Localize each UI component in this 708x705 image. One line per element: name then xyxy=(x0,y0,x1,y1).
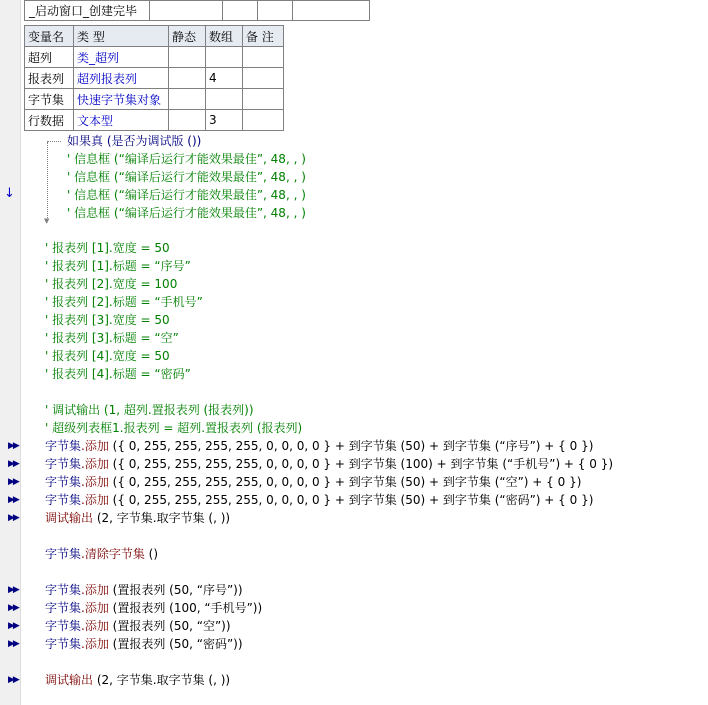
code-method: .添加 xyxy=(81,493,109,507)
statement-marker-icon: ▶▶ xyxy=(8,459,18,469)
code-command: 调试输出 xyxy=(45,511,94,525)
code-object: 字节集 xyxy=(45,475,82,489)
flow-line xyxy=(47,141,61,142)
table-row[interactable] xyxy=(25,47,284,68)
statement-marker-icon: ▶▶ xyxy=(8,639,18,649)
if-true-statement[interactable]: 如果真 (是否为调试版 ()) xyxy=(67,134,202,148)
code-args: ({ 0, 255, 255, 255, 255, 0, 0, 0, 0 } + 到字节集 (100) + 到字节集 (“手机号”) + { 0 }) xyxy=(108,457,614,471)
code-args: () xyxy=(144,547,159,561)
code-line[interactable] xyxy=(45,581,243,599)
block-end-icon: ▼ xyxy=(44,217,50,225)
statement-marker-icon: ▶▶ xyxy=(8,441,18,451)
code-comment[interactable]: ' 信息框 (“编译后运行才能效果最佳”, 48, , ) xyxy=(67,188,306,202)
sub-header-table xyxy=(24,0,370,21)
code-line[interactable] xyxy=(45,437,593,455)
col-type-header: 类 型 xyxy=(74,26,169,47)
code-args: ({ 0, 255, 255, 255, 255, 0, 0, 0, 0 } + 到字节集 (50) + 到字节集 (“密码”) + { 0 }) xyxy=(108,493,594,507)
col-note-header: 备 注 xyxy=(243,26,284,47)
code-object: 字节集 xyxy=(45,637,82,651)
code-comment[interactable]: ' 报表列 [2].标题 = “手机号” xyxy=(45,295,203,309)
code-line[interactable] xyxy=(45,599,262,617)
var-type[interactable]: 文本型 xyxy=(74,110,169,131)
code-object: 字节集 xyxy=(45,583,82,597)
table-row[interactable] xyxy=(25,89,284,110)
code-args: (置报表列 (50, “空”)) xyxy=(108,619,231,633)
variable-table-header xyxy=(25,26,284,47)
code-comment[interactable]: ' 报表列 [3].宽度 = 50 xyxy=(45,313,170,327)
code-comment[interactable]: ' 信息框 (“编译后运行才能效果最佳”, 48, , ) xyxy=(67,170,306,184)
var-note[interactable] xyxy=(243,68,284,89)
statement-marker-icon: ▶▶ xyxy=(8,477,18,487)
code-args: (2, 字节集.取字节集 (, )) xyxy=(93,673,231,687)
code-args: (置报表列 (50, “密码”)) xyxy=(108,637,243,651)
col-array-header: 数组 xyxy=(206,26,243,47)
var-name[interactable]: 超列 xyxy=(25,47,74,68)
code-line[interactable] xyxy=(45,545,158,563)
statement-marker-icon: ▶▶ xyxy=(8,621,18,631)
sub-name: _启动窗口_创建完毕 xyxy=(29,4,138,18)
var-static[interactable] xyxy=(169,47,206,68)
code-line[interactable] xyxy=(45,671,230,689)
code-comment[interactable]: ' 超级列表框1.报表列 = 超列.置报表列 (报表列) xyxy=(45,421,303,435)
code-command: 调试输出 xyxy=(45,673,94,687)
code-line[interactable] xyxy=(45,473,581,491)
code-object: 字节集 xyxy=(45,547,82,561)
code-args: ({ 0, 255, 255, 255, 255, 0, 0, 0, 0 } + 到字节集 (50) + 到字节集 (“序号”) + { 0 }) xyxy=(108,439,594,453)
code-comment[interactable]: ' 报表列 [4].宽度 = 50 xyxy=(45,349,170,363)
var-name[interactable]: 字节集 xyxy=(25,89,74,110)
var-note[interactable] xyxy=(243,110,284,131)
code-line[interactable] xyxy=(45,509,230,527)
code-method: .添加 xyxy=(81,475,109,489)
var-static[interactable] xyxy=(169,110,206,131)
code-comment[interactable]: ' 报表列 [1].宽度 = 50 xyxy=(45,241,170,255)
code-line[interactable] xyxy=(45,455,613,473)
code-line[interactable] xyxy=(45,617,231,635)
code-comment[interactable]: ' 信息框 (“编译后运行才能效果最佳”, 48, , ) xyxy=(67,152,306,166)
code-object: 字节集 xyxy=(45,601,82,615)
code-method: .添加 xyxy=(81,457,109,471)
flow-line xyxy=(47,142,48,218)
var-static[interactable] xyxy=(169,89,206,110)
col-name-header: 变量名 xyxy=(25,26,74,47)
code-method: .添加 xyxy=(81,619,109,633)
code-line[interactable] xyxy=(45,635,243,653)
var-note[interactable] xyxy=(243,89,284,110)
code-comment[interactable]: ' 报表列 [1].标题 = “序号” xyxy=(45,259,191,273)
statement-marker-icon: ▶▶ xyxy=(8,585,18,595)
statement-marker-icon: ▶▶ xyxy=(8,675,18,685)
var-array[interactable] xyxy=(206,47,243,68)
var-name[interactable]: 报表列 xyxy=(25,68,74,89)
variable-table xyxy=(24,25,284,131)
col-static-header: 静态 xyxy=(169,26,206,47)
code-args: (2, 字节集.取字节集 (, )) xyxy=(93,511,231,525)
code-object: 字节集 xyxy=(45,457,82,471)
var-static[interactable] xyxy=(169,68,206,89)
code-comment[interactable]: ' 信息框 (“编译后运行才能效果最佳”, 48, , ) xyxy=(67,206,306,220)
var-name[interactable]: 行数据 xyxy=(25,110,74,131)
var-type[interactable]: 超列报表列 xyxy=(74,68,169,89)
code-method: .添加 xyxy=(81,601,109,615)
code-args: (置报表列 (50, “序号”)) xyxy=(108,583,243,597)
var-note[interactable] xyxy=(243,47,284,68)
sub-name-cell[interactable] xyxy=(25,1,150,21)
table-row[interactable] xyxy=(25,68,284,89)
code-method: .清除字节集 xyxy=(81,547,145,561)
code-object: 字节集 xyxy=(45,619,82,633)
statement-marker-icon: ▶▶ xyxy=(8,495,18,505)
var-array[interactable] xyxy=(206,89,243,110)
code-method: .添加 xyxy=(81,583,109,597)
var-type[interactable]: 快速字节集对象 xyxy=(74,89,169,110)
code-comment[interactable]: ' 报表列 [3].标题 = “空” xyxy=(45,331,179,345)
code-object: 字节集 xyxy=(45,493,82,507)
statement-marker-icon: ▶▶ xyxy=(8,603,18,613)
code-args: (置报表列 (100, “手机号”)) xyxy=(108,601,263,615)
var-array[interactable]: 4 xyxy=(206,68,243,89)
code-comment[interactable]: ' 报表列 [4].标题 = “密码” xyxy=(45,367,191,381)
code-line[interactable] xyxy=(45,491,593,509)
code-comment[interactable]: ' 报表列 [2].宽度 = 100 xyxy=(45,277,178,291)
breakpoint-arrow-icon[interactable]: ↓ xyxy=(4,186,15,201)
var-type[interactable]: 类_超列 xyxy=(74,47,169,68)
code-comment[interactable]: ' 调试输出 (1, 超列.置报表列 (报表列)) xyxy=(45,403,254,417)
table-row[interactable] xyxy=(25,110,284,131)
code-object: 字节集 xyxy=(45,439,82,453)
code-args: ({ 0, 255, 255, 255, 255, 0, 0, 0, 0 } + 到字节集 (50) + 到字节集 (“空”) + { 0 }) xyxy=(108,475,582,489)
code-method: .添加 xyxy=(81,439,109,453)
code-method: .添加 xyxy=(81,637,109,651)
var-array[interactable]: 3 xyxy=(206,110,243,131)
statement-marker-icon: ▶▶ xyxy=(8,513,18,523)
